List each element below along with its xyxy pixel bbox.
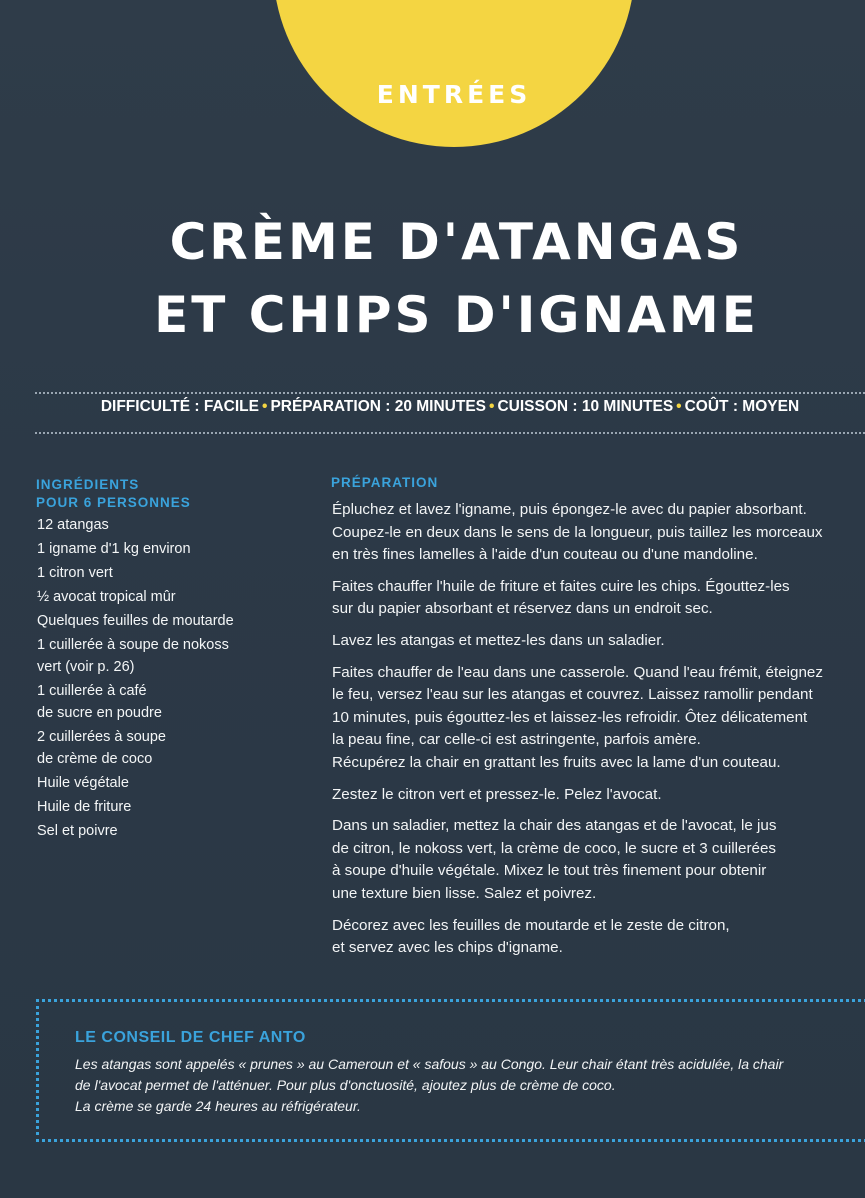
- preparation-line: Dans un saladier, mettez la chair des atangas et de l'avocat, le jus: [332, 817, 777, 835]
- meta-difficulty: DIFFICULTÉ : FACILE: [100, 398, 259, 415]
- category-label: ENTRÉES: [376, 80, 532, 109]
- meta-cost: COÛT : MOYEN: [684, 398, 800, 415]
- recipe-meta-bar: [35, 398, 865, 416]
- ingredient-item: [37, 773, 287, 795]
- ingredient-item: [37, 821, 287, 843]
- ingredient-line: 1 citron vert: [37, 565, 113, 582]
- preparation-step: [332, 630, 865, 653]
- ingredients-list: [37, 515, 287, 845]
- meta-separator: •: [676, 398, 682, 415]
- chef-tip-line: Les atangas sont appelés « prunes » au Cameroun et « safous » au Congo. Leur chair étant très acidulée, la chair: [75, 1056, 784, 1072]
- preparation-step: [332, 815, 865, 905]
- preparation-heading: PRÉPARATION: [331, 475, 439, 490]
- top-dotted-divider: [35, 392, 865, 394]
- ingredient-line: 1 igname d'1 kg environ: [37, 541, 191, 558]
- meta-separator: •: [489, 398, 495, 415]
- preparation-line: Zestez le citron vert et pressez-le. Pelez l'avocat.: [332, 785, 662, 803]
- meta-cooking: CUISSON : 10 MINUTES: [497, 398, 674, 415]
- ingredient-line: 1 cuillerée à café: [37, 683, 147, 700]
- ingredient-line: 1 cuillerée à soupe de nokoss: [37, 637, 229, 654]
- ingredient-item: [37, 797, 287, 819]
- preparation-line: et servez avec les chips d'igname.: [332, 939, 563, 957]
- preparation-line: Épluchez et lavez l'igname, puis épongez-le avec du papier absorbant.: [332, 501, 807, 518]
- ingredient-line: vert (voir p. 26): [37, 659, 135, 676]
- preparation-line: sur du papier absorbant et réservez dans un endroit sec.: [332, 600, 713, 618]
- preparation-line: le feu, versez l'eau sur les atangas et couvrez. Laissez ramollir pendant: [332, 686, 813, 704]
- ingredient-item: [37, 635, 287, 679]
- preparation-line: Lavez les atangas et mettez-les dans un saladier.: [332, 631, 665, 649]
- ingredient-line: 2 cuillerées à soupe: [37, 729, 166, 746]
- ingredient-line: Quelques feuilles de moutarde: [37, 613, 234, 630]
- ingredients-heading-line1: INGRÉDIENTS: [36, 477, 140, 492]
- chef-tip-text: [75, 1054, 865, 1117]
- recipe-title-line1: CRÈME D'ATANGAS: [169, 213, 744, 271]
- ingredient-item: [37, 539, 287, 561]
- preparation-line: de citron, le nokoss vert, la crème de coco, le sucre et 3 cuillerées: [332, 839, 777, 857]
- ingredient-line: Huile de friture: [37, 799, 132, 816]
- recipe-title-line2: ET CHIPS D'IGNAME: [154, 286, 759, 344]
- preparation-line: Faites chauffer de l'eau dans une casserole. Quand l'eau frémit, éteignez: [332, 663, 823, 681]
- ingredient-item: [37, 727, 287, 771]
- ingredient-line: Sel et poivre: [37, 823, 118, 840]
- ingredient-item: [37, 563, 287, 585]
- chef-tip-title: LE CONSEIL DE CHEF ANTO: [75, 1029, 306, 1046]
- ingredient-item: [37, 587, 287, 609]
- preparation-line: Décorez avec les feuilles de moutarde et le zeste de citron,: [332, 916, 730, 934]
- bottom-dotted-divider: [35, 432, 865, 434]
- ingredient-item: [37, 515, 287, 537]
- preparation-step: [332, 662, 865, 775]
- ingredients-heading: [36, 476, 191, 512]
- preparation-step: [332, 915, 865, 960]
- preparation-line: une texture bien lisse. Salez et poivrez.: [332, 884, 597, 902]
- ingredient-item: [37, 611, 287, 633]
- preparation-line: en très fines lamelles à l'aide d'un couteau ou d'une mandoline.: [332, 546, 758, 564]
- preparation-line: la peau fine, car celle-ci est astringente, parfois amère.: [332, 731, 701, 749]
- preparation-line: à soupe d'huile végétale. Mixez le tout très finement pour obtenir: [332, 862, 767, 880]
- ingredient-line: de crème de coco: [37, 751, 153, 768]
- ingredient-line: ½ avocat tropical mûr: [37, 589, 176, 606]
- meta-preparation: PRÉPARATION : 20 MINUTES: [270, 398, 487, 415]
- ingredient-item: [37, 681, 287, 725]
- yellow-circle-decoration: [273, 0, 635, 147]
- preparation-steps: [332, 499, 865, 969]
- preparation-line: Faites chauffer l'huile de friture et faites cuire les chips. Égouttez-les: [332, 577, 790, 595]
- preparation-line: Récupérez la chair en grattant les fruits avec la lame d'un couteau.: [332, 753, 781, 771]
- ingredient-line: Huile végétale: [37, 775, 129, 792]
- preparation-line: Coupez-le en deux dans le sens de la longueur, puis taillez les morceaux: [332, 523, 823, 541]
- ingredient-line: de sucre en poudre: [37, 705, 162, 722]
- preparation-step: [332, 576, 865, 621]
- preparation-step: [332, 499, 865, 567]
- preparation-step: [332, 784, 865, 807]
- meta-separator: •: [262, 398, 268, 415]
- preparation-line: 10 minutes, puis égouttez-les et laissez-les refroidir. Ôtez délicatement: [332, 708, 808, 726]
- ingredient-line: 12 atangas: [37, 517, 109, 533]
- chef-tip-line: de l'avocat permet de l'atténuer. Pour plus d'onctuosité, ajoutez plus de crème de coco.: [75, 1077, 616, 1093]
- chef-tip-line: La crème se garde 24 heures au réfrigérateur.: [75, 1098, 361, 1114]
- ingredients-heading-line2: POUR 6 PERSONNES: [36, 495, 191, 510]
